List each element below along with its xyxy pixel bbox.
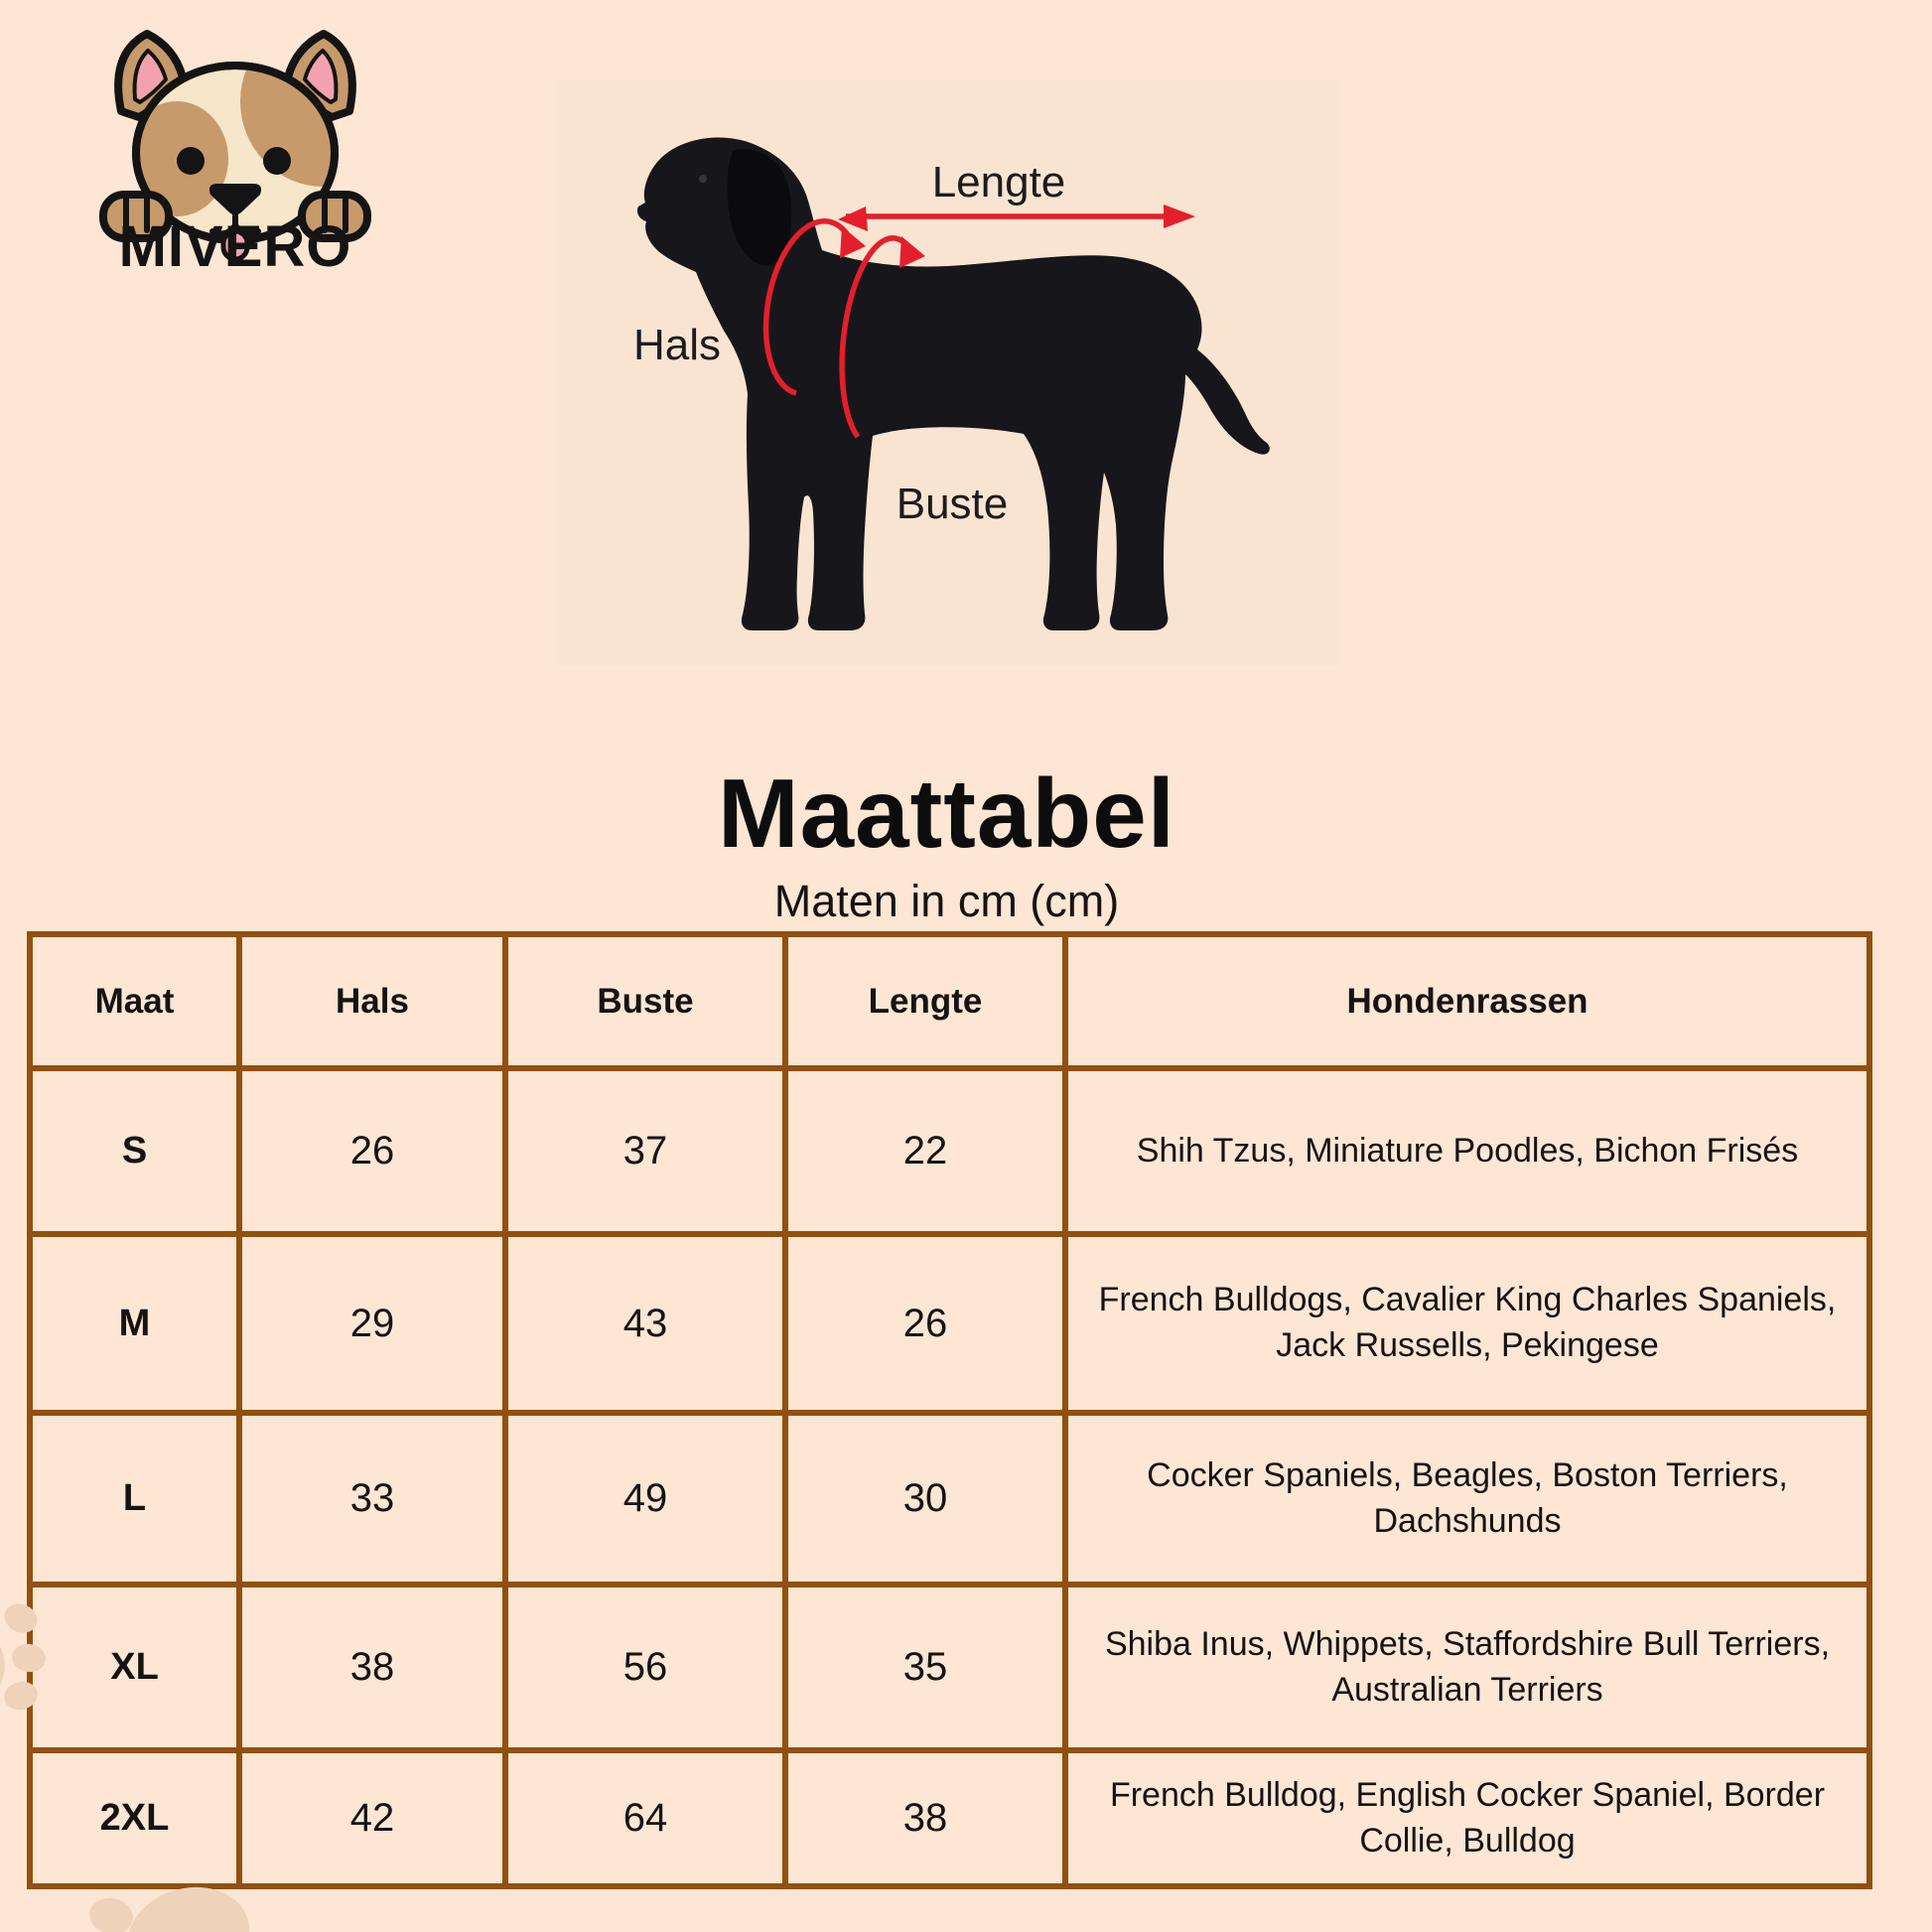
page-subtitle: Maten in cm (cm) [773, 876, 1120, 926]
table-row-2xl [30, 1750, 1869, 1886]
breeds-value: French Bulldog, English Cocker Spaniel, Border Collie, Bulldog [1065, 1750, 1869, 1886]
header-maat: Maat [30, 934, 239, 1068]
breeds-value: Shiba Inus, Whippets, Staffordshire Bull Terriers, Australian Terriers [1065, 1585, 1869, 1750]
neck-value: 38 [239, 1585, 505, 1750]
size-value: M [30, 1234, 239, 1413]
breeds-value: French Bulldogs, Cavalier King Charles Spaniels, Jack Russells, Pekingese [1065, 1234, 1869, 1413]
chest-value: 56 [505, 1585, 785, 1750]
brand-name: MIVERO [118, 214, 352, 272]
length-value: 35 [785, 1585, 1065, 1750]
neck-value: 42 [239, 1750, 505, 1886]
label-buste: Buste [896, 480, 1009, 528]
chest-value: 49 [505, 1413, 785, 1585]
brand-logo [85, 24, 385, 272]
chest-value: 43 [505, 1234, 785, 1413]
table-header-row [30, 934, 1869, 1068]
dog-eye [699, 175, 707, 183]
page-title: Maattabel [717, 759, 1175, 868]
neck-value: 33 [239, 1413, 505, 1585]
length-value: 26 [785, 1234, 1065, 1413]
header-hondenrassen: Hondenrassen [1065, 934, 1869, 1068]
size-value: S [30, 1068, 239, 1234]
size-value: L [30, 1413, 239, 1585]
label-hals: Hals [632, 321, 722, 369]
length-value: 30 [785, 1413, 1065, 1585]
header-lengte: Lengte [785, 934, 1065, 1068]
table-row-xl [30, 1585, 1869, 1750]
header-buste: Buste [505, 934, 785, 1068]
size-table [27, 931, 1872, 1889]
length-value: 22 [785, 1068, 1065, 1234]
chest-value: 64 [505, 1750, 785, 1886]
size-value: XL [30, 1585, 239, 1750]
breeds-value: Shih Tzus, Miniature Poodles, Bichon Frisés [1065, 1068, 1869, 1234]
label-lengte: Lengte [931, 158, 1066, 207]
header-hals: Hals [239, 934, 505, 1068]
table-row-m [30, 1234, 1869, 1413]
neck-value: 29 [239, 1234, 505, 1413]
breeds-value: Cocker Spaniels, Beagles, Boston Terriers, Dachshunds [1065, 1413, 1869, 1585]
table-row-s [30, 1068, 1869, 1234]
length-value: 38 [785, 1750, 1065, 1886]
table-row-l [30, 1413, 1869, 1585]
chest-value: 37 [505, 1068, 785, 1234]
size-value: 2XL [30, 1750, 239, 1886]
neck-value: 26 [239, 1068, 505, 1234]
measurement-diagram [556, 79, 1340, 665]
